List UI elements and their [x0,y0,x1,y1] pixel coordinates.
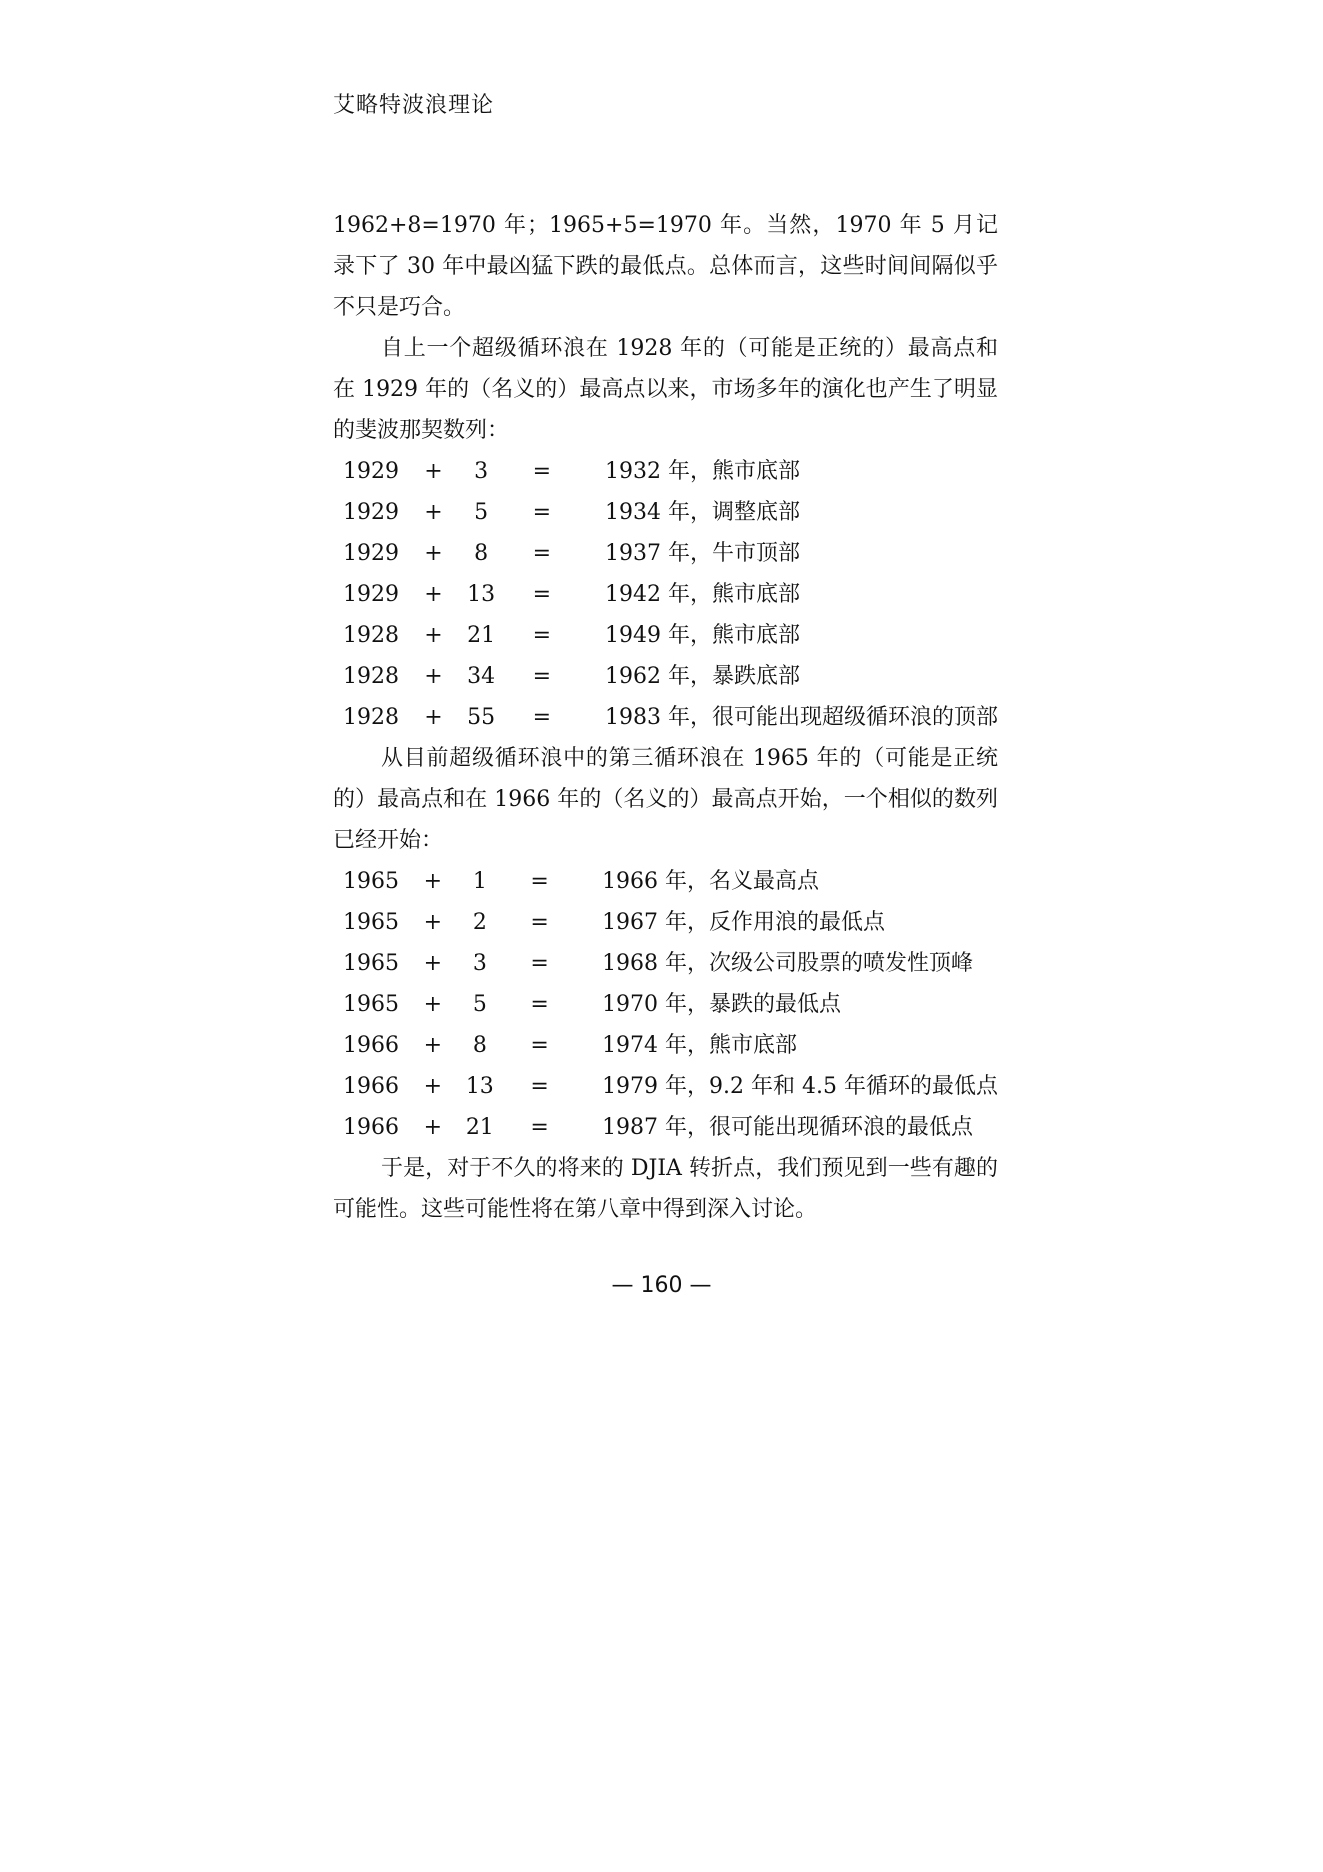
paragraph-4: 于是，对于不久的将来的 DJIA 转折点，我们预见到一些有趣的可能性。这些可能性将在第八章中得到深入讨论。 [333,1156,998,1222]
fibonacci-number: 21 [467,623,496,648]
table-row [343,492,998,533]
base-year: 1965 [343,869,399,894]
table-row [343,902,998,943]
plus-sign: + [424,664,443,689]
fibonacci-number: 1 [472,869,487,894]
table-row [343,615,998,656]
table-row [343,697,998,738]
base-year: 1929 [343,582,399,607]
fibonacci-number: 13 [467,582,496,607]
fibonacci-number: 21 [465,1115,494,1140]
plus-sign: + [423,1115,443,1140]
equals-sign: = [532,541,552,566]
table-row [343,943,998,984]
result-text: 1942 年，熊市底部 [605,582,800,607]
paragraph-2: 自上一个超级循环浪在 1928 年的（可能是正统的）最高点和在 1929 年的（名义的）最高点以来，市场多年的演化也产生了明显的斐波那契数列： [333,336,998,443]
paragraph-3: 从目前超级循环浪中的第三循环浪在 1965 年的（可能是正统的）最高点和在 1966 年的（名义的）最高点开始，一个相似的数列已经开始： [333,746,998,853]
equals-sign: = [530,1074,549,1099]
base-year: 1929 [343,459,399,484]
paragraph-1: 1962+8=1970 年；1965+5=1970 年。当然，1970 年 5 月记录下了 30 年中最凶猛下跌的最低点。总体而言，这些时间间隔似乎不只是巧合。 [333,213,998,320]
fibonacci-sequence-table-2 [343,861,998,1148]
equals-sign: = [532,500,552,525]
base-year: 1965 [343,992,399,1017]
equals-sign: = [532,705,552,730]
result-text: 1970 年，暴跌的最低点 [602,992,842,1017]
plus-sign: + [424,705,443,730]
fibonacci-number: 3 [474,459,489,484]
result-text: 1937 年，牛市顶部 [605,541,800,566]
fibonacci-number: 5 [472,992,487,1017]
result-text: 1962 年，暴跌底部 [605,664,800,689]
plus-sign: + [423,951,443,976]
base-year: 1928 [343,623,399,648]
fibonacci-number: 3 [472,951,487,976]
equals-sign: = [530,951,549,976]
table-row [343,656,998,697]
fibonacci-number: 13 [465,1074,494,1099]
base-year: 1929 [343,500,399,525]
table-row [343,984,998,1025]
equals-sign: = [532,623,552,648]
result-text: 1932 年，熊市底部 [605,459,800,484]
result-text: 1983 年，很可能出现超级循环浪的顶部 [605,705,998,730]
table-row [343,533,998,574]
result-text: 1934 年，调整底部 [605,500,800,525]
base-year: 1928 [343,664,399,689]
fibonacci-number: 55 [467,705,496,730]
result-text: 1974 年，熊市底部 [602,1033,798,1058]
result-text: 1967 年，反作用浪的最低点 [602,910,886,935]
fibonacci-number: 34 [467,664,496,689]
plus-sign: + [424,500,443,525]
fibonacci-number: 2 [472,910,487,935]
plus-sign: + [424,623,443,648]
fibonacci-number: 8 [472,1033,487,1058]
fibonacci-number: 8 [474,541,489,566]
table-row [343,861,998,902]
equals-sign: = [532,459,552,484]
result-text: 1979 年，9.2 年和 4.5 年循环的最低点 [602,1074,998,1099]
body-text [333,205,998,1230]
table-row [343,1107,998,1148]
base-year: 1965 [343,910,399,935]
equals-sign: = [532,664,552,689]
equals-sign: = [530,869,549,894]
running-header: 艾略特波浪理论 [333,93,495,118]
plus-sign: + [423,869,443,894]
plus-sign: + [424,459,443,484]
base-year: 1929 [343,541,399,566]
fibonacci-number: 5 [474,500,489,525]
fibonacci-sequence-table-1 [343,451,998,738]
base-year: 1928 [343,705,399,730]
equals-sign: = [530,992,549,1017]
plus-sign: + [423,1033,443,1058]
base-year: 1966 [343,1033,399,1058]
equals-sign: = [532,582,552,607]
plus-sign: + [424,582,443,607]
plus-sign: + [424,541,443,566]
table-row [343,451,998,492]
table-row [343,574,998,615]
base-year: 1965 [343,951,399,976]
equals-sign: = [530,910,549,935]
equals-sign: = [530,1115,549,1140]
plus-sign: + [423,910,443,935]
result-text: 1968 年，次级公司股票的喷发性顶峰 [602,951,974,976]
base-year: 1966 [343,1115,399,1140]
equals-sign: = [530,1033,549,1058]
plus-sign: + [423,1074,443,1099]
result-text: 1966 年，名义最高点 [602,869,820,894]
page-number: — 160 — [611,1273,712,1298]
result-text: 1949 年，熊市底部 [605,623,800,648]
table-row [343,1025,998,1066]
base-year: 1966 [343,1074,399,1099]
result-text: 1987 年，很可能出现循环浪的最低点 [602,1115,974,1140]
table-row [343,1066,998,1107]
plus-sign: + [423,992,443,1017]
